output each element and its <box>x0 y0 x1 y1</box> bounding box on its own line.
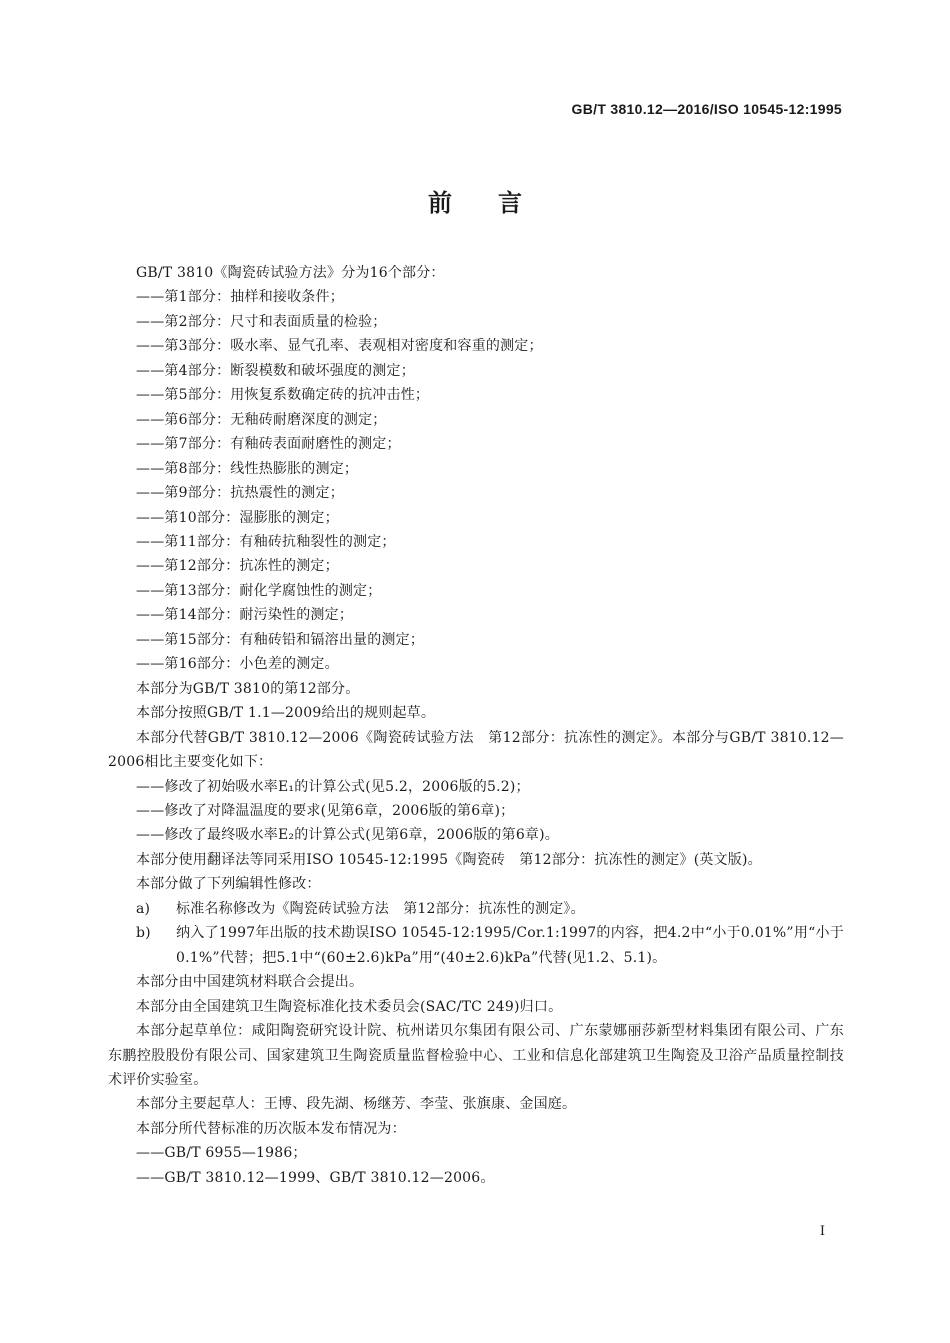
parts-list <box>108 285 844 676</box>
list-item: ——第8部分：线性热膨胀的测定； <box>136 460 359 477</box>
changes-list <box>108 775 844 848</box>
page-title: 前言 <box>428 189 568 217</box>
list-item <box>108 921 844 970</box>
list-item: ——第11部分：有釉砖抗釉裂性的测定； <box>136 533 396 550</box>
page-number: I <box>819 1224 825 1239</box>
list-item: ——修改了最终吸水率E₂的计算公式(见第6章，2006版的第6章)。 <box>136 827 559 844</box>
standard-id-header: GB/T 3810.12—2016/ISO 10545-12:1995 <box>571 101 842 117</box>
document-body <box>108 261 844 1190</box>
enum-text: 标准名称修改为《陶瓷砖试验方法 第12部分：抗冻性的测定》。 <box>176 900 585 917</box>
translation-paragraph: 本部分使用翻译法等同采用ISO 10545-12:1995《陶瓷砖 第12部分：抗冻性的测定》(英文版)。 <box>136 851 762 868</box>
list-item <box>108 897 844 921</box>
editorial-paragraph: 本部分做了下列编辑性修改： <box>136 876 321 893</box>
history-paragraph: 本部分所代替标准的历次版本发布情况为： <box>136 1120 406 1137</box>
intro-paragraph: GB/T 3810《陶瓷砖试验方法》分为16个部分： <box>136 265 445 281</box>
list-item: ——第16部分：小色差的测定。 <box>136 656 339 673</box>
list-item: ——修改了初始吸水率E₁的计算公式(见5.2，2006版的5.2)； <box>136 778 530 795</box>
list-item: ——第12部分：抗冻性的测定； <box>136 558 339 575</box>
list-item: ——第1部分：抽样和接收条件； <box>136 289 344 306</box>
drafting-units-paragraph: 本部分起草单位：咸阳陶瓷研究设计院、杭州诺贝尔集团有限公司、广东蒙娜丽莎新型材料集团有限公司、广东东鹏控股股份有限公司、国家建筑卫生陶瓷质量监督检验中心、工业和信息化部建筑卫生陶瓷及卫浴产品质量控制技术评价实验室。 <box>108 1023 844 1088</box>
part-of-paragraph: 本部分为GB/T 3810的第12部分。 <box>136 680 360 697</box>
list-item: ——第7部分：有釉砖表面耐磨性的测定； <box>136 436 401 453</box>
drafters-paragraph: 本部分主要起草人：王博、段先湖、杨继芳、李莹、张旗康、金国庭。 <box>136 1096 577 1113</box>
proposed-paragraph: 本部分由中国建筑材料联合会提出。 <box>136 974 364 991</box>
list-item: ——GB/T 3810.12—1999、GB/T 3810.12—2006。 <box>136 1169 495 1186</box>
list-item: ——第5部分：用恢复系数确定砖的抗冲击性； <box>136 387 430 404</box>
replaces-paragraph: 本部分代替GB/T 3810.12—2006《陶瓷砖试验方法 第12部分：抗冻性的测定》。本部分与GB/T 3810.12—2006相比主要变化如下： <box>108 729 844 771</box>
enum-label: a) <box>136 900 151 917</box>
list-item: ——第14部分：耐污染性的测定； <box>136 607 354 624</box>
jurisdiction-paragraph: 本部分由全国建筑卫生陶瓷标准化技术委员会(SAC/TC 249)归口。 <box>136 998 563 1015</box>
editorial-changes-list <box>108 897 844 970</box>
list-item: ——第6部分：无釉砖耐磨深度的测定； <box>136 411 387 428</box>
history-list <box>108 1141 844 1190</box>
list-item: ——GB/T 6955—1986； <box>136 1145 307 1162</box>
list-item: ——第4部分：断裂模数和破坏强度的测定； <box>136 362 415 379</box>
list-item: ——第3部分：吸水率、显气孔率、表观相对密度和容重的测定； <box>136 338 543 355</box>
list-item: ——第9部分：抗热震性的测定； <box>136 485 344 502</box>
list-item: ——修改了对降温温度的要求(见第6章，2006版的第6章)； <box>136 802 515 819</box>
list-item: ——第10部分：湿膨胀的测定； <box>136 509 339 526</box>
list-item: ——第13部分：耐化学腐蚀性的测定； <box>136 582 382 599</box>
list-item: ——第2部分：尺寸和表面质量的检验； <box>136 313 387 330</box>
drafting-rules-paragraph: 本部分按照GB/T 1.1—2009给出的规则起草。 <box>136 705 436 722</box>
list-item: ——第15部分：有釉砖铅和镉溶出量的测定； <box>136 631 425 648</box>
enum-text: 纳入了1997年出版的技术勘误ISO 10545-12:1995/Cor.1:1997的内容，把4.2中“小于0.01%”用“小于0.1%”代替；把5.1中“(60±2.6)kPa”用“(40±2.6)kPa”代替(见1.2、5.1)。 <box>176 925 844 966</box>
enum-label: b) <box>136 925 151 942</box>
